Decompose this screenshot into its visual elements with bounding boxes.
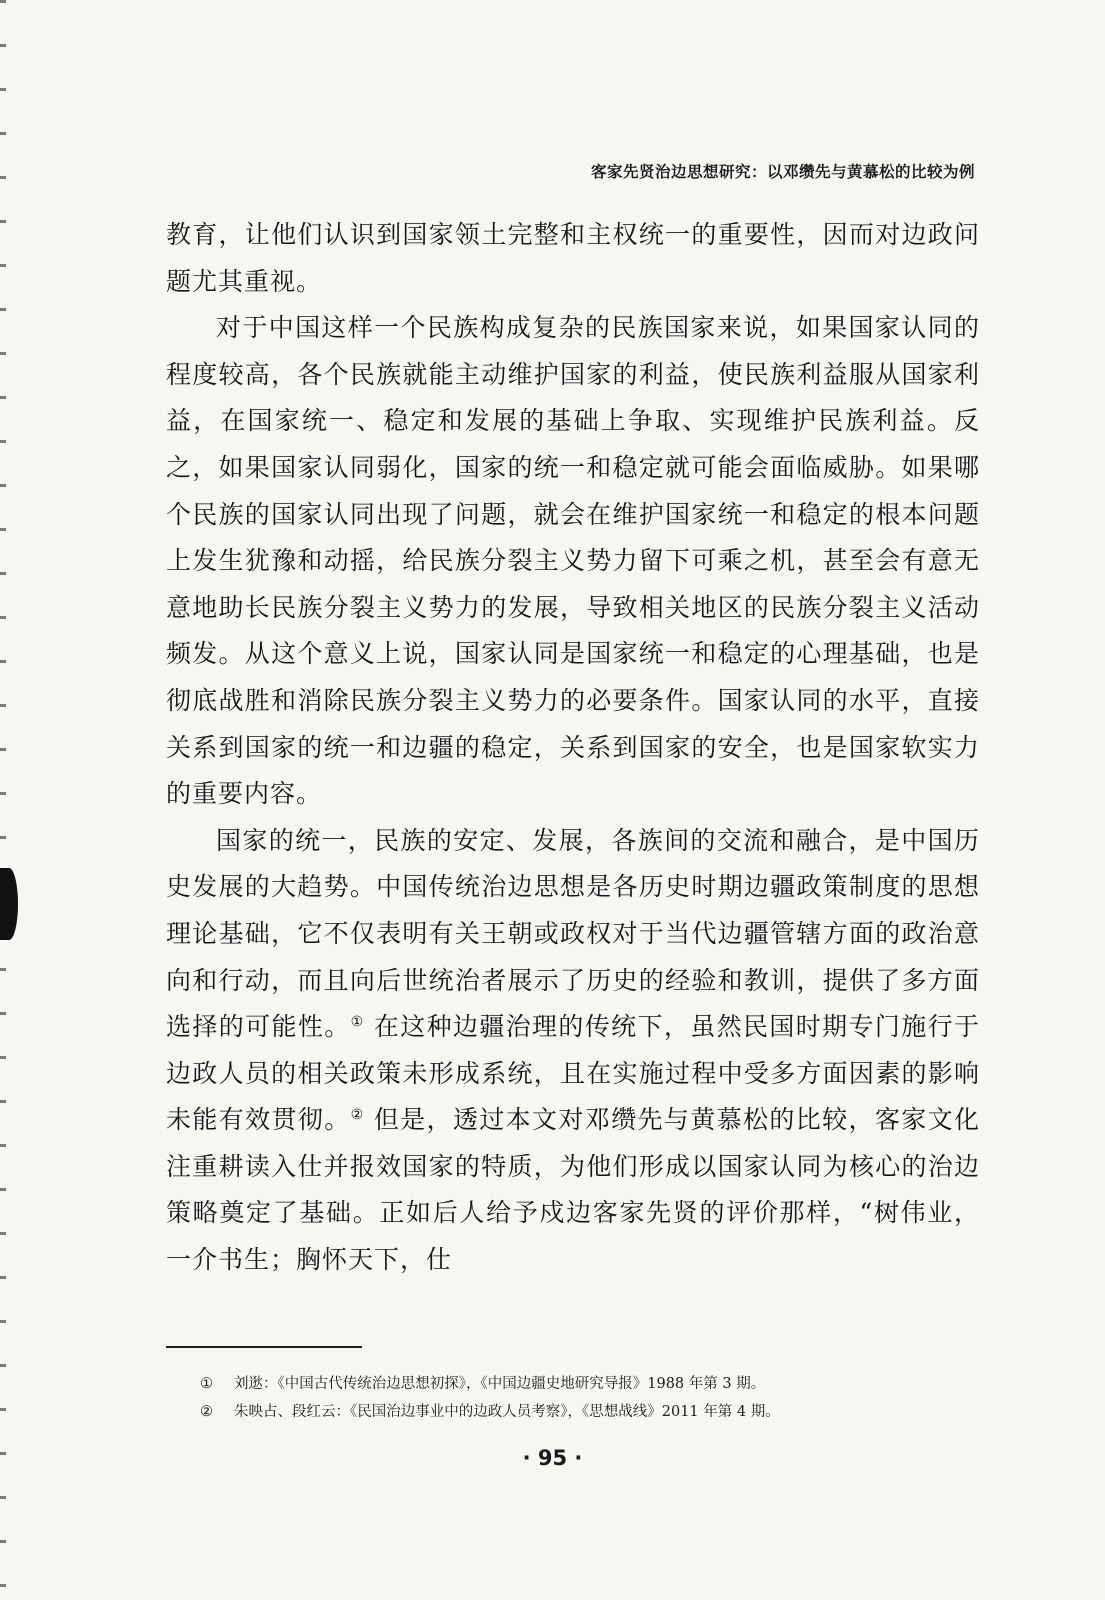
- scan-binding-edge: [0, 0, 6, 1600]
- paragraph-segment: 但是，透过本文对邓缵先与黄慕松的比较，客家文化注重耕读入仕并报效国家的特质，为他们形成以国家认同为核心的治边策略奠定了基础。正如后人给予戍边客家先贤的评价那样，“树伟业，一介书生；胸怀天下，仕: [166, 1105, 980, 1275]
- paragraph-border-governance: [166, 818, 980, 1284]
- footnote-ref-2[interactable]: ②: [350, 1107, 365, 1124]
- footnote-2: [200, 1398, 960, 1426]
- paragraph-segment: 国家的统一，民族的安定、发展，各族间的交流和融合，是中国历史发展的大趋势。中国传统治边思想是各历史时期边疆政策制度的思想理论基础，它不仅表明有关王朝或政权对于当代边疆管辖方面的政治意向和行动，而且向后世统治者展示了历史的经验和教训，提供了多方面选择的可能性。: [166, 825, 980, 1042]
- footnote-text: 刘逖：《中国古代传统治边思想初探》，《中国边疆史地研究导报》1988 年第 3 期。: [234, 1376, 766, 1392]
- page-number: · 95 ·: [522, 1446, 583, 1470]
- paragraph-continuation: 教育，让他们认识到国家领土完整和主权统一的重要性，因而对边政问题尤其重视。: [166, 220, 980, 296]
- paragraph-national-identity: 对于中国这样一个民族构成复杂的民族国家来说，如果国家认同的程度较高，各个民族就能主动维护国家的利益，使民族利益服从国家利益，在国家统一、稳定和发展的基础上争取、实现维护民族利益。反之，如果国家认同弱化，国家的统一和稳定就可能会面临威胁。如果哪个民族的国家认同出现了问题，就会在维护国家统一和稳定的根本问题上发生犹豫和动摇，给民族分裂主义势力留下可乘之机，甚至会有意无意地助长民族分裂主义势力的发展，导致相关地区的民族分裂主义活动频发。从这个意义上说，国家认同是国家统一和稳定的心理基础，也是彻底战胜和消除民族分裂主义势力的必要条件。国家认同的水平，直接关系到国家的统一和边疆的稳定，关系到国家的安全，也是国家软实力的重要内容。: [166, 313, 980, 809]
- footnote-text: 朱映占、段红云：《民国治边事业中的边政人员考察》，《思想战线》2011 年第 4 期。: [234, 1404, 780, 1420]
- footnote-number: ①: [200, 1376, 213, 1392]
- footnote-divider: [166, 1346, 362, 1348]
- footnote-number: ②: [200, 1404, 213, 1420]
- running-header-title: 客家先贤治边思想研究：以邓缵先与黄慕松的比较为例: [590, 163, 975, 181]
- footnotes: [200, 1370, 960, 1426]
- body-text: [166, 212, 980, 1284]
- scan-ink-blot: [0, 868, 18, 940]
- paragraph-segment: 在这种边疆治理的传统下，虽然民国时期专门施行于边政人员的相关政策未形成系统，且在实施过程中受多方面因素的影响未能有效贯彻。: [166, 1012, 980, 1135]
- footnote-1: [200, 1370, 960, 1398]
- footnote-ref-1[interactable]: ①: [350, 1014, 365, 1031]
